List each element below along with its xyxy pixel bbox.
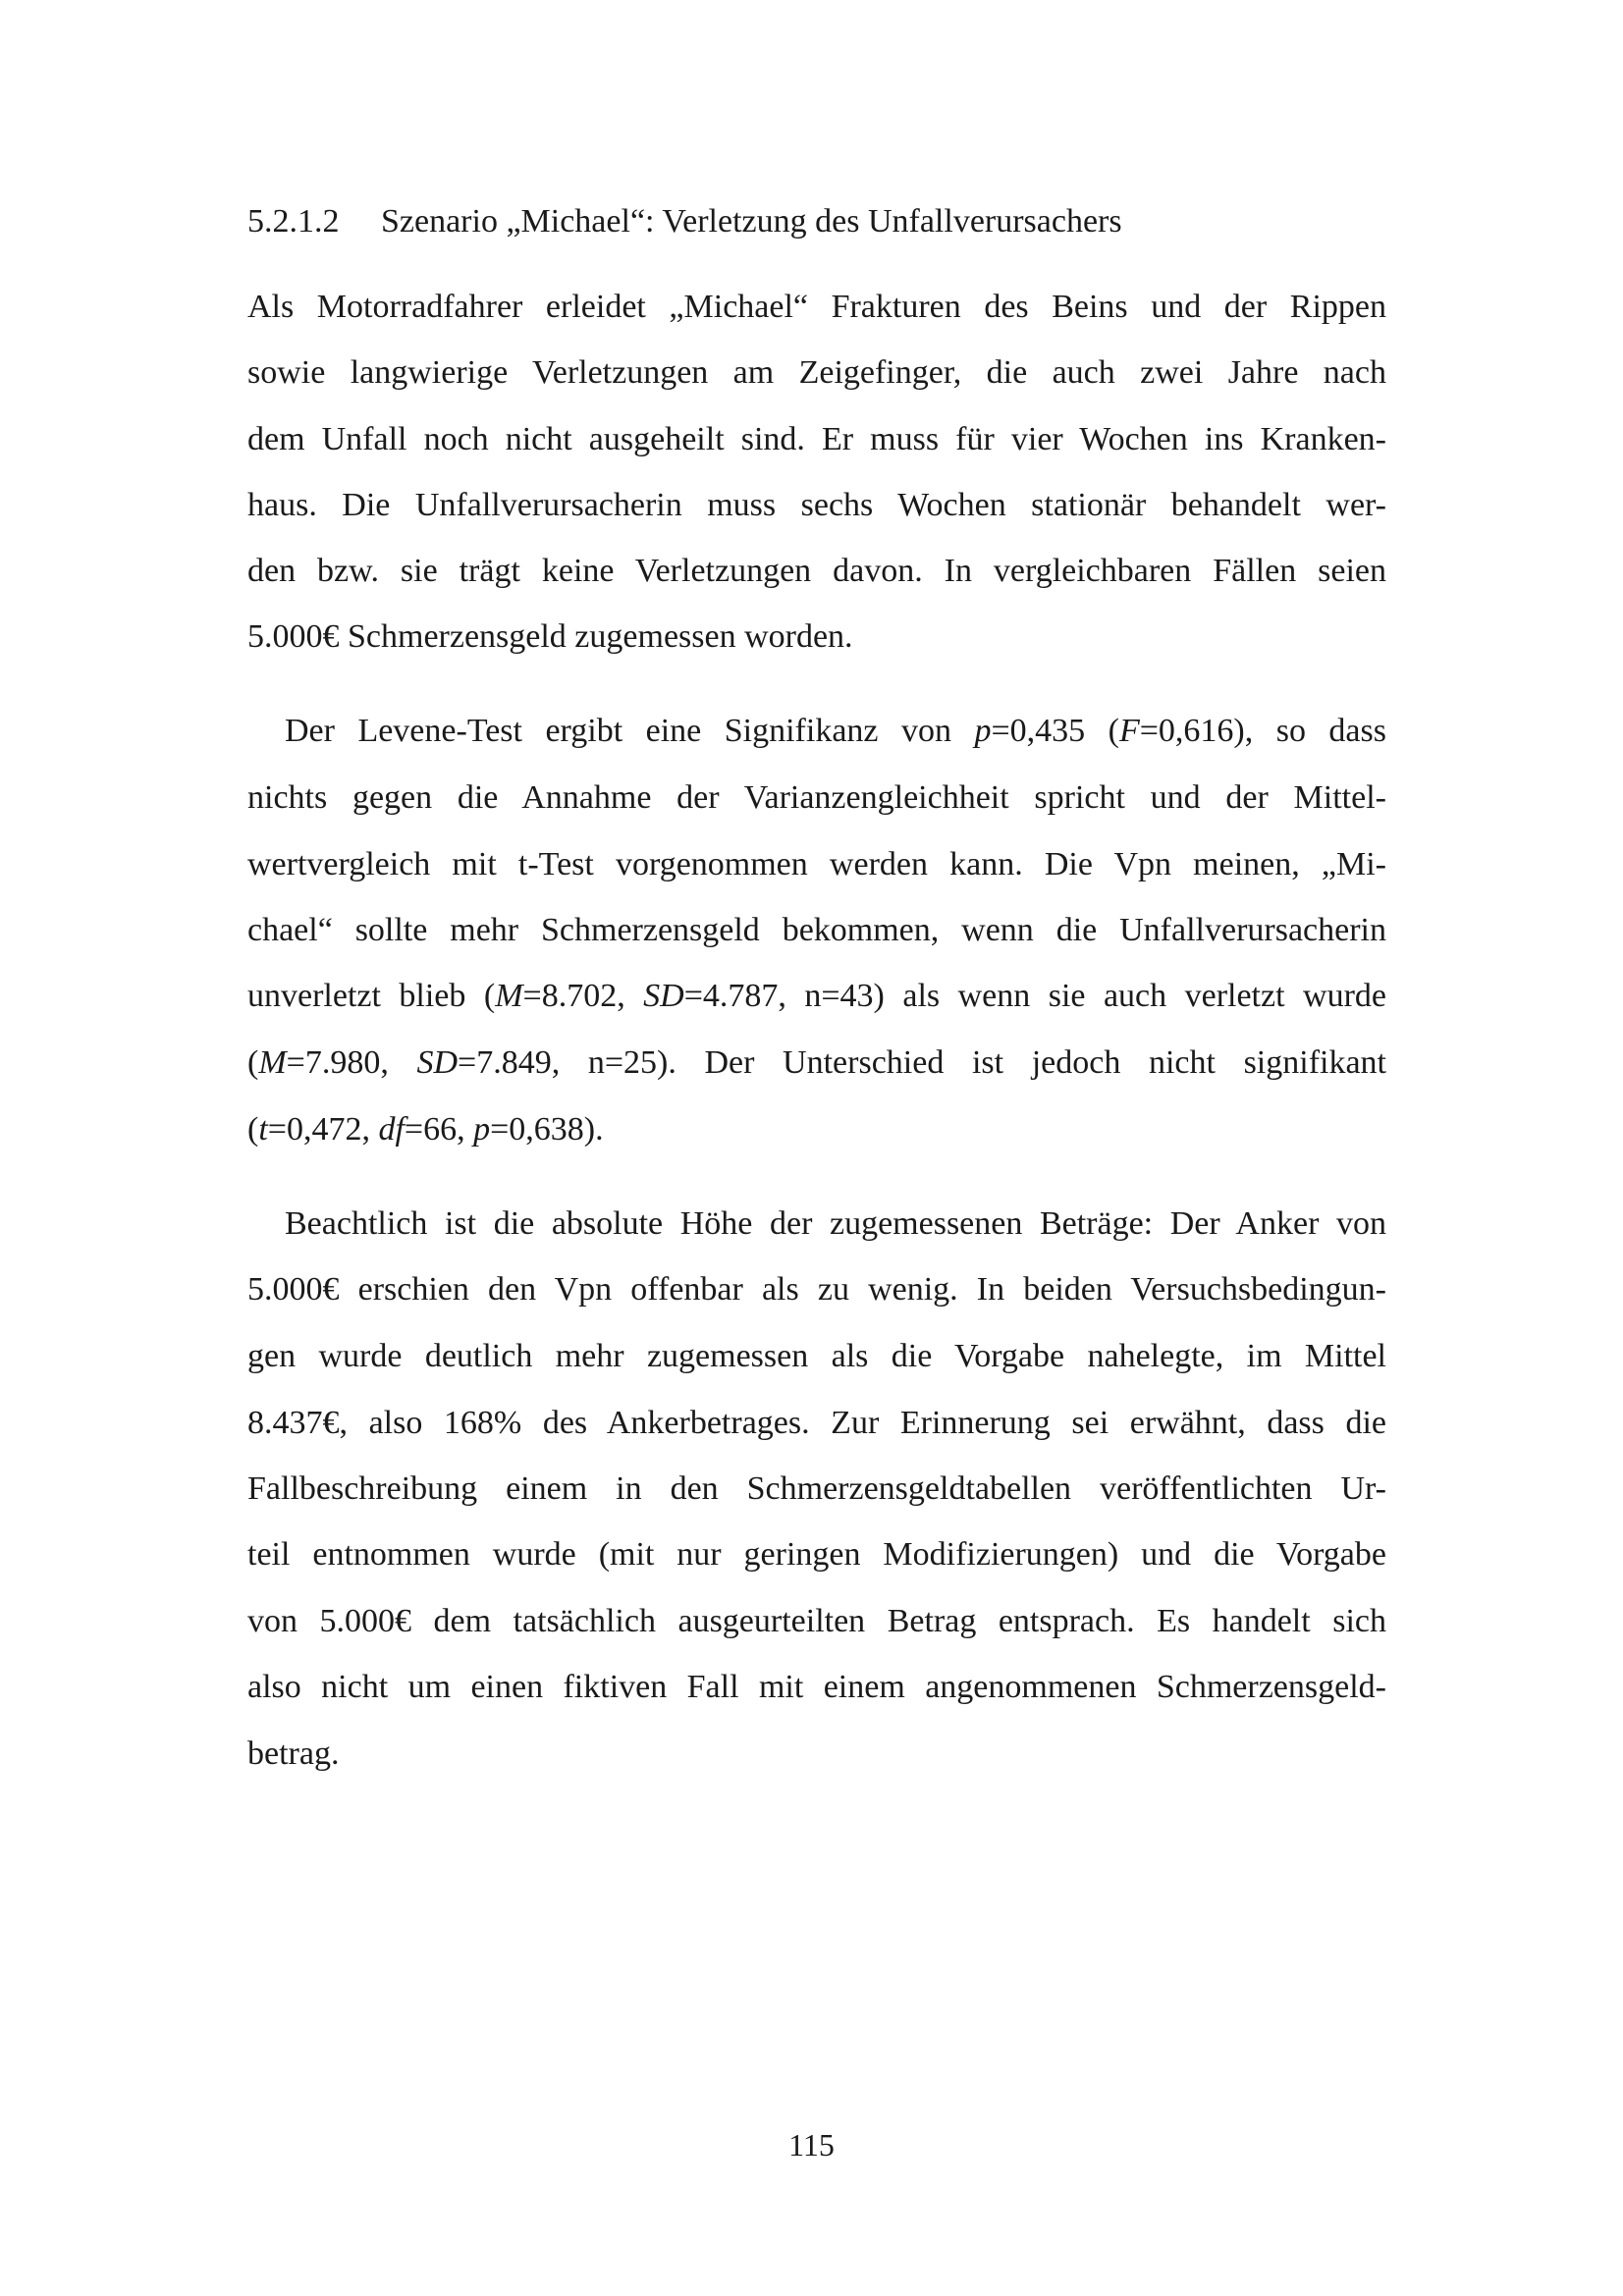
section-heading (247, 194, 1386, 249)
section-number: 5.2.1.2 (247, 203, 340, 240)
text-line-content: unverletzt blieb (M=8.702, SD=4.787, n=43) als wenn sie auch verletzt wurde (247, 978, 1386, 1014)
text-line: den bzw. sie trägt keine Verletzungen davon. In vergleichbaren Fällen seien (247, 553, 1386, 589)
text-line: Beachtlich ist die absolute Höhe der zugemessenen Beträge: Der Anker von (285, 1205, 1386, 1242)
text-line: von 5.000€ dem tatsächlich ausgeurteilten Betrag entsprach. Es handelt sich (247, 1603, 1386, 1639)
text-line: gen wurde deutlich mehr zugemessen als die Vorgabe nahelegte, im Mittel (247, 1338, 1386, 1374)
text-line: 8.437€, also 168% des Ankerbetrages. Zur Erinnerung sei erwähnt, dass die (247, 1405, 1386, 1441)
text-line: haus. Die Unfallverursacherin muss sechs Wochen stationär behandelt wer- (247, 487, 1386, 523)
text-line: wertvergleich mit t-Test vorgenommen werden kann. Die Vpn meinen, „Mi- (247, 846, 1386, 882)
text-line: 5.000€ erschien den Vpn offenbar als zu wenig. In beiden Versuchsbedingun- (247, 1271, 1386, 1308)
text-line: nichts gegen die Annahme der Varianzengleichheit spricht und der Mittel- (247, 779, 1386, 816)
text-line (247, 972, 1386, 1021)
text-line: sowie langwierige Verletzungen am Zeigefinger, die auch zwei Jahre nach (247, 354, 1386, 391)
text-line-content: Der Levene-Test ergibt eine Signifikanz von p=0,435 (F=0,616), so dass (285, 713, 1386, 749)
text-line: betrag. (247, 1735, 340, 1772)
text-line: Als Motorradfahrer erleidet „Michael“ Frakturen des Beins und der Rippen (247, 289, 1386, 325)
section-title: Szenario „Michael“: Verletzung des Unfallverursachers (381, 203, 1122, 240)
page-number: 115 (788, 2127, 835, 2163)
text-line: teil entnommen wurde (mit nur geringen Modifizierungen) und die Vorgabe (247, 1536, 1386, 1573)
text-line-content: (t=0,472, df=66, p=0,638). (247, 1111, 604, 1148)
text-line: also nicht um einen fiktiven Fall mit einem angenommenen Schmerzensgeld- (247, 1669, 1386, 1705)
text-line: 5.000€ Schmerzensgeld zugemessen worden. (247, 618, 853, 655)
text-line: dem Unfall noch nicht ausgeheilt sind. Er muss für vier Wochen ins Kranken- (247, 421, 1386, 457)
text-line (247, 707, 1386, 756)
text-line: Fallbeschreibung einem in den Schmerzensgeldtabellen veröffentlichten Ur- (247, 1470, 1386, 1507)
text-line (247, 1105, 1386, 1154)
text-line-content: (M=7.980, SD=7.849, n=25). Der Unterschied ist jedoch nicht signifikant (247, 1044, 1386, 1081)
text-line: chael“ sollte mehr Schmerzensgeld bekommen, wenn die Unfallverursacherin (247, 912, 1386, 948)
text-line (247, 1039, 1386, 1088)
